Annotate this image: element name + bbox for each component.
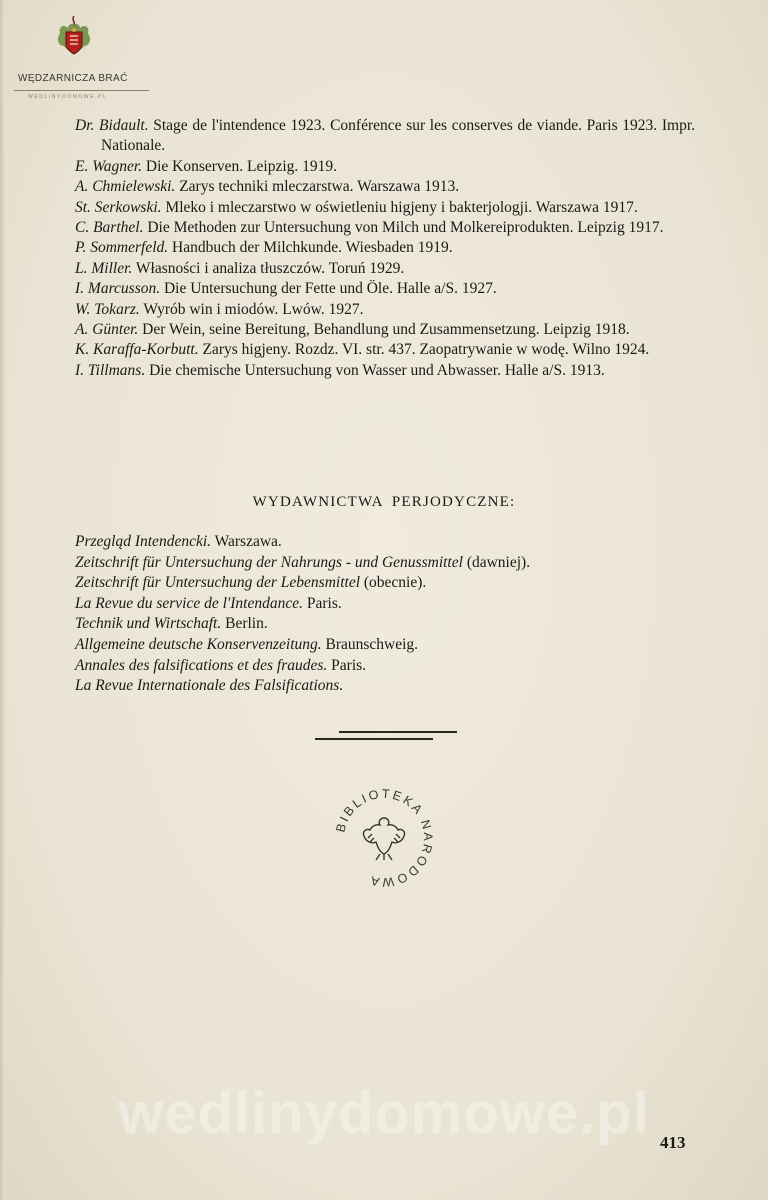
library-stamp	[328, 782, 440, 894]
periodical-place: (dawniej).	[466, 553, 531, 571]
reference-author: K. Karaffa-Korbutt.	[75, 341, 199, 359]
periodical-place: Berlin.	[225, 615, 268, 633]
logo-name: WĘDZARNICZA BRAĆ	[18, 73, 128, 84]
periodical-entry	[75, 635, 695, 656]
divider-rule	[315, 738, 433, 740]
periodical-title: Przegląd Intendencki.	[75, 533, 212, 550]
reference-text: Die Untersuchung der Fette und Öle. Halle a/S. 1927.	[163, 280, 497, 298]
reference-entry	[75, 259, 695, 279]
page-edge	[0, 0, 6, 1200]
reference-author: A. Chmielewski.	[75, 178, 176, 196]
reference-text: Zarys higjeny. Rozdz. VI. str. 437. Zaopatrywanie w wodę. Wilno 1924.	[202, 341, 650, 359]
periodical-entry	[75, 573, 695, 594]
periodical-title: Annales des falsifications et des fraudes.	[75, 656, 328, 674]
logo-divider	[14, 90, 149, 91]
reference-entry	[75, 320, 695, 340]
periodical-place: (obecnie).	[363, 574, 427, 592]
periodicals-list	[75, 532, 695, 697]
reference-text: Der Wein, seine Bereitung, Behandlung und Zusammensetzung. Leipzig 1918.	[142, 321, 630, 339]
reference-entry	[75, 116, 695, 157]
periodical-title: La Revue du service de l'Intendance.	[75, 594, 303, 612]
svg-text:BIBLIOTEKA NARODOWA	[333, 787, 435, 890]
reference-entry	[75, 300, 695, 320]
periodical-title: Allgemeine deutsche Konservenzeitung.	[75, 635, 322, 653]
periodical-entry	[75, 553, 695, 574]
periodical-place: Paris.	[306, 594, 342, 612]
reference-author: St. Serkowski.	[75, 198, 162, 216]
reference-text: Zarys techniki mleczarstwa. Warszawa 1913.	[179, 178, 460, 196]
reference-author: C. Barthel.	[75, 219, 144, 237]
reference-entry	[75, 238, 695, 258]
periodical-entry	[75, 656, 695, 677]
reference-author: E. Wagner.	[75, 157, 143, 175]
reference-author: P. Sommerfeld.	[75, 239, 169, 257]
reference-author: A. Günter.	[75, 321, 139, 339]
periodical-entry	[75, 532, 695, 553]
divider-rule	[339, 731, 457, 733]
section-title: WYDAWNICTWA PERJODYCZNE:	[252, 494, 516, 510]
periodical-title: La Revue Internationale des Falsifications.	[75, 677, 344, 695]
periodical-entry	[75, 594, 695, 615]
reference-entry	[75, 157, 695, 177]
reference-text: Die chemische Untersuchung von Wasser und Abwasser. Halle a/S. 1913.	[149, 361, 605, 379]
reference-text: Stage de l'intendence 1923. Conférence sur les conserves de viande. Paris 1923. Impr. Nationale.	[101, 117, 695, 155]
periodical-entry	[75, 676, 695, 697]
reference-text: Handbuch der Milchkunde. Wiesbaden 1919.	[172, 239, 453, 257]
reference-entry	[75, 218, 695, 238]
periodical-entry	[75, 614, 695, 635]
reference-text: Die Methoden zur Untersuchung von Milch und Molkereiprodukten. Leipzig 1917.	[147, 219, 664, 237]
reference-author: Dr. Bidault.	[75, 117, 149, 134]
periodical-place: Braunschweig.	[325, 635, 419, 653]
reference-text: Własności i analiza tłuszczów. Toruń 1929.	[135, 259, 405, 277]
reference-text: Wyrób win i miodów. Lwów. 1927.	[143, 300, 364, 318]
reference-author: W. Tokarz.	[75, 300, 140, 318]
reference-entry	[75, 279, 695, 299]
periodical-title: Zeitschrift für Untersuchung der Lebensmittel	[75, 574, 361, 592]
reference-text: Die Konserven. Leipzig. 1919.	[145, 157, 338, 175]
bibliography-list	[75, 116, 695, 381]
page-number: 413	[660, 1133, 686, 1152]
eagle-icon	[363, 818, 404, 860]
periodical-place: Paris.	[331, 656, 367, 674]
periodical-title: Zeitschrift für Untersuchung der Nahrungs - und Genussmittel	[75, 553, 463, 571]
reference-entry	[75, 361, 695, 381]
stamp-text: BIBLIOTEKA NARODOWA	[333, 786, 436, 890]
reference-entry	[75, 340, 695, 360]
reference-text: Mleko i mleczarstwo w oświetleniu higjeny i bakterjologji. Warszawa 1917.	[165, 198, 638, 216]
periodical-title: Technik und Wirtschaft.	[75, 615, 222, 633]
reference-author: I. Marcusson.	[75, 280, 161, 298]
periodical-place: Warszawa.	[214, 533, 282, 550]
crest-icon	[54, 12, 94, 64]
watermark: wedlinydomowe.pl	[118, 1081, 650, 1146]
reference-author: I. Tillmans.	[75, 361, 146, 379]
logo-site: WEDLINYDOMOWE.PL	[28, 94, 108, 100]
reference-entry	[75, 177, 695, 197]
reference-entry	[75, 198, 695, 218]
reference-author: L. Miller.	[75, 259, 133, 277]
